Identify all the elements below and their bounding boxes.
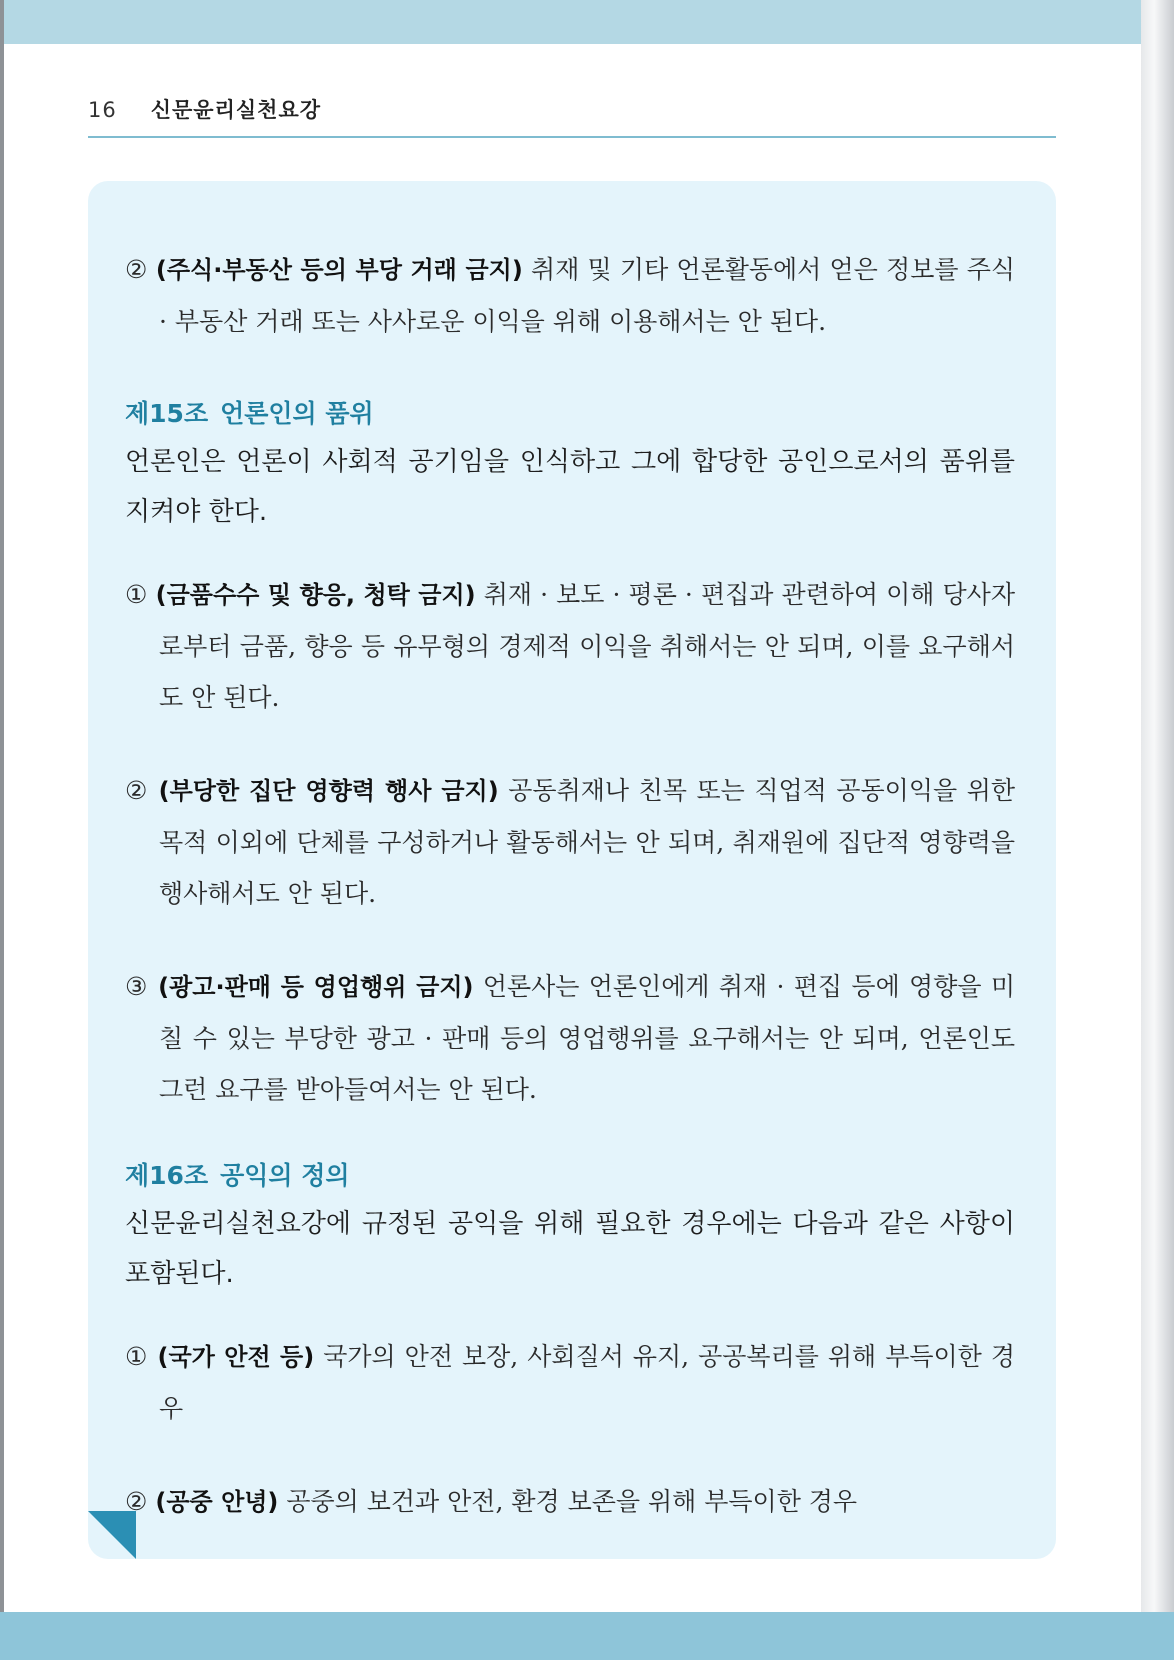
clause-number: ② [125, 1487, 148, 1516]
article-15-item-2 [125, 765, 1015, 919]
article-name: 공익의 정의 [220, 1161, 350, 1190]
article-number: 제15조 [125, 399, 209, 428]
clause-number: ② [125, 255, 148, 284]
clause-text: 취재 · 보도 · 평론 · 편집과 관련하여 이해 당사자로부터 금품, 향응 등 유무형의 경제적 이익을 취해서는 안 되며, 이를 요구해서도 안 된다. [159, 580, 1015, 712]
article-15-lead: 언론인은 언론이 사회적 공기임을 인식하고 그에 합당한 공인으로서의 품위를 지켜야 한다. [125, 447, 1015, 527]
clause-text: 언론사는 언론인에게 취재 · 편집 등에 영향을 미칠 수 있는 부당한 광고 · 판매 등의 영업행위를 요구해서는 안 되며, 언론인도 그런 요구를 받아들여서는 안 된다. [159, 972, 1015, 1104]
clause-text: 취재 및 기타 언론활동에서 얻은 정보를 주식 · 부동산 거래 또는 사사로운 이익을 위해 이용해서는 안 된다. [159, 255, 1016, 336]
page-frame-top [0, 0, 1174, 44]
running-header [88, 94, 321, 124]
article-15-title [125, 391, 1015, 437]
article-16-lead: 신문윤리실천요강에 규정된 공익을 위해 필요한 경우에는 다음과 같은 사항이 포함된다. [125, 1209, 1015, 1289]
page-frame-right [1141, 0, 1174, 1660]
clause-heading: (주식·부동산 등의 부당 거래 금지) [155, 256, 523, 284]
header-rule [88, 136, 1056, 138]
article-name: 언론인의 품위 [220, 399, 374, 428]
page-number: 16 [88, 98, 117, 122]
clause-number: ① [125, 1342, 149, 1371]
clause-text: 공동취재나 친목 또는 직업적 공동이익을 위한 목적 이외에 단체를 구성하거나 활동해서는 안 되며, 취재원에 집단적 영향력을 행사해서도 안 된다. [159, 776, 1015, 908]
clause-number: ③ [125, 972, 149, 1001]
article-number: 제16조 [125, 1161, 209, 1190]
article-15-item-3 [125, 961, 1015, 1115]
page-frame-bottom [0, 1612, 1174, 1660]
clause-heading: (부당한 집단 영향력 행사 금지) [158, 777, 499, 805]
document-body [125, 244, 1015, 1528]
article-15-item-1 [125, 569, 1015, 723]
clause-14-2 [125, 244, 1015, 347]
clause-heading: (광고·판매 등 영업행위 금지) [158, 973, 474, 1001]
clause-text: 국가의 안전 보장, 사회질서 유지, 공공복리를 위해 부득이한 경우 [159, 1342, 1015, 1423]
clause-number: ① [125, 580, 148, 609]
clause-heading: (공중 안녕) [155, 1488, 279, 1516]
clause-heading: (금품수수 및 향응, 청탁 금지) [155, 581, 476, 609]
book-title: 신문윤리실천요강 [150, 98, 322, 122]
clause-heading: (국가 안전 등) [157, 1343, 315, 1371]
article-16-title [125, 1153, 1015, 1199]
article-16-item-2 [125, 1476, 1015, 1528]
clause-text: 공중의 보건과 안전, 환경 보존을 위해 부득이한 경우 [286, 1487, 858, 1516]
clause-number: ② [125, 776, 150, 805]
article-16-item-1 [125, 1331, 1015, 1434]
